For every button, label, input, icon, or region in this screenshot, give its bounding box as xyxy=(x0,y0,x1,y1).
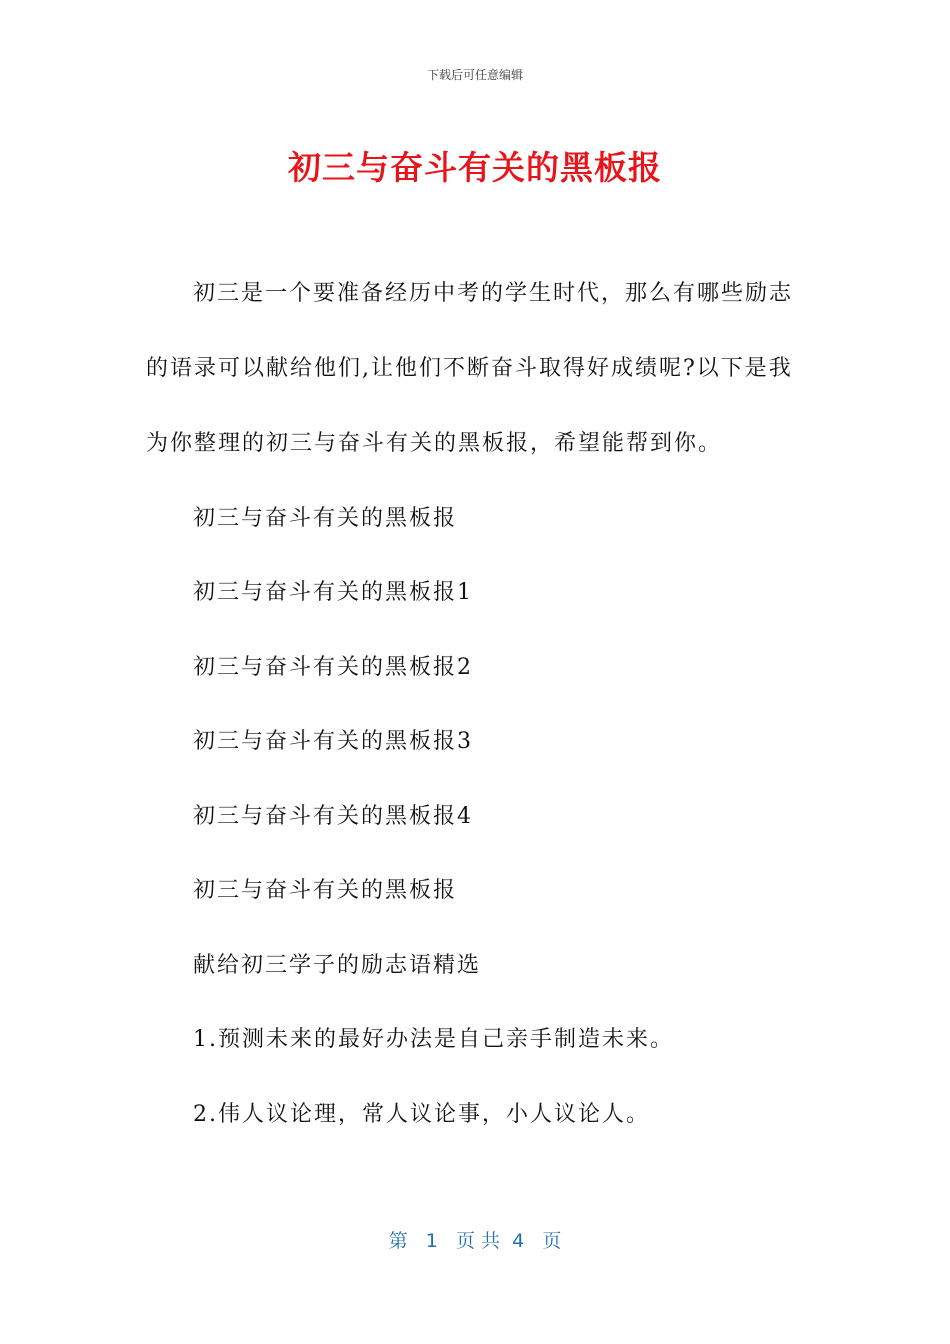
header-note: 下载后可任意编辑 xyxy=(426,68,523,82)
quote-item: 2.伟人议论理，常人议论事，小人议论人。 xyxy=(193,1102,650,1127)
list-item: 初三与奋斗有关的黑板报4 xyxy=(193,804,473,829)
list-item: 初三与奋斗有关的黑板报3 xyxy=(193,729,473,754)
list-item: 初三与奋斗有关的黑板报 xyxy=(193,878,458,903)
intro-line-3: 为你整理的初三与奋斗有关的黑板报，希望能帮到你。 xyxy=(146,431,723,456)
list-item: 初三与奋斗有关的黑板报 xyxy=(193,506,458,531)
intro-line-1: 初三是一个要准备经历中考的学生时代，那么有哪些励志 xyxy=(193,281,794,306)
page-footer: 第 1 页 共 4 页 xyxy=(388,1230,562,1252)
list-item: 初三与奋斗有关的黑板报1 xyxy=(193,580,473,605)
document-title: 初三与奋斗有关的黑板报 xyxy=(288,148,662,187)
quote-item: 1.预测未来的最好办法是自己亲手制造未来。 xyxy=(193,1027,674,1052)
section-heading: 献给初三学子的励志语精选 xyxy=(193,953,482,978)
list-item: 初三与奋斗有关的黑板报2 xyxy=(193,655,473,680)
intro-line-2: 的语录可以献给他们,让他们不断奋斗取得好成绩呢?以下是我 xyxy=(146,356,793,381)
